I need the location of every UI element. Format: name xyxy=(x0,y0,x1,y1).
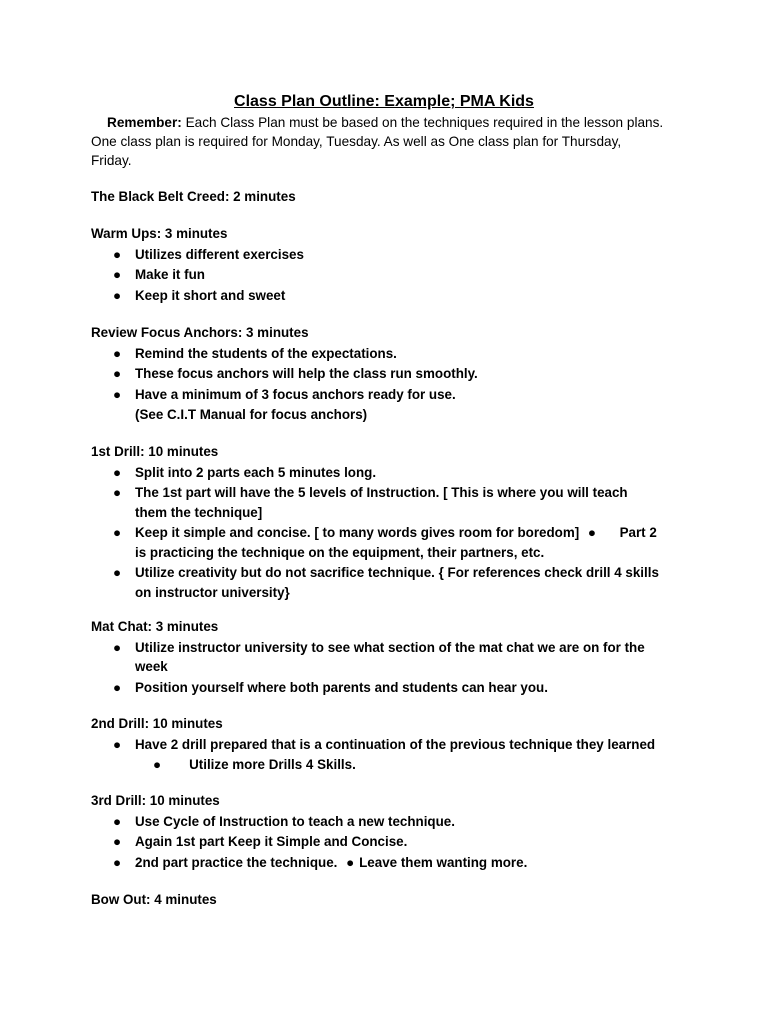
bullet-icon: ● xyxy=(113,813,122,829)
list-item: ● Position yourself where both parents and students can hear you. xyxy=(91,678,691,698)
section-bow-out xyxy=(91,890,691,910)
bullet-icon: ● xyxy=(153,757,162,772)
list-item: ● Make it fun xyxy=(91,265,691,285)
list-item: ● Have 2 drill prepared that is a continuation of the previous technique they learned xyxy=(91,735,691,755)
bullet-list xyxy=(91,638,691,698)
bullet-icon: ● xyxy=(113,464,122,480)
intro-line-3: Friday. xyxy=(91,153,132,169)
intro-line-2: One class plan is required for Monday, Tuesday. As well as One class plan for Thursday, xyxy=(91,134,622,150)
list-item: ● Keep it short and sweet xyxy=(91,286,691,306)
bullet-icon: ● xyxy=(113,366,122,381)
section-drill-2 xyxy=(91,714,691,775)
bullet-icon: ● xyxy=(113,287,122,303)
list-item: ● Utilizes different exercises xyxy=(91,245,691,265)
bullet-icon: ● xyxy=(113,267,122,282)
bullet-icon: ● xyxy=(113,639,122,655)
section-mat-chat xyxy=(91,617,691,698)
bullet-icon: ● xyxy=(346,854,355,870)
bullet-icon: ● xyxy=(113,736,122,752)
bullet-icon: ● xyxy=(113,565,122,580)
section-heading: 2nd Drill: 10 minutes xyxy=(91,716,223,731)
remember-label: Remember: xyxy=(107,115,182,130)
list-item: ● The 1st part will have the 5 levels of Instruction. [ This is where you will teach them the technique] xyxy=(113,485,628,520)
list-item: ● Use Cycle of Instruction to teach a new technique. xyxy=(91,812,691,832)
list-item: ● These focus anchors will help the class run smoothly. xyxy=(91,364,691,384)
list-item: ● Utilize instructor university to see what section of the mat chat we are on for the week xyxy=(113,639,645,674)
section-focus-anchors xyxy=(91,323,691,425)
section-drill-1 xyxy=(91,442,691,603)
document-title: Class Plan Outline: Example; PMA Kids xyxy=(234,93,534,110)
section-drill-3 xyxy=(91,791,691,873)
section-heading: Review Focus Anchors: 3 minutes xyxy=(91,325,309,340)
bullet-list xyxy=(91,463,691,603)
focus-note: (See C.I.T Manual for focus anchors) xyxy=(135,407,368,422)
list-item: ● 2nd part practice the technique. ● Leave them wanting more. xyxy=(91,853,691,873)
list-item: ● Again 1st part Keep it Simple and Concise. xyxy=(91,832,691,852)
section-heading: 3rd Drill: 10 minutes xyxy=(91,793,220,808)
bullet-list xyxy=(91,735,691,755)
section-warmups xyxy=(91,224,691,306)
section-heading: Mat Chat: 3 minutes xyxy=(91,619,219,634)
list-item: ● Remind the students of the expectations. xyxy=(91,344,691,364)
bullet-icon: ● xyxy=(113,246,122,262)
intro-line-1 xyxy=(91,113,681,132)
list-item: ● Split into 2 parts each 5 minutes long. xyxy=(91,463,691,483)
list-item: ● Utilize more Drills 4 Skills. xyxy=(153,757,356,772)
bullet-icon: ● xyxy=(587,525,596,540)
bullet-list xyxy=(91,344,691,405)
bullet-icon: ● xyxy=(113,679,122,695)
bullet-icon: ● xyxy=(113,834,122,849)
intro-text-1: Each Class Plan must be based on the techniques required in the lesson plans. xyxy=(181,115,664,130)
section-heading: Warm Ups: 3 minutes xyxy=(91,226,228,241)
bullet-icon: ● xyxy=(113,525,122,540)
bullet-icon: ● xyxy=(113,386,122,402)
section-heading: 1st Drill: 10 minutes xyxy=(91,444,219,459)
bullet-icon: ● xyxy=(113,854,122,870)
bullet-icon: ● xyxy=(113,485,122,500)
bullet-icon: ● xyxy=(113,345,122,361)
list-item: ● Keep it simple and concise. [ to many words gives room for boredom] ● Part 2 is practicing the technique on the equipment, their partners, etc. xyxy=(113,525,657,560)
section-creed xyxy=(91,187,691,207)
intro-paragraph xyxy=(91,113,681,171)
list-item: ● Utilize creativity but do not sacrifice technique. { For references check drill 4 skills on instructor university} xyxy=(113,565,659,600)
bullet-list xyxy=(91,245,691,306)
bullet-list xyxy=(91,812,691,873)
section-heading: Bow Out: 4 minutes xyxy=(91,892,217,907)
section-heading: The Black Belt Creed: 2 minutes xyxy=(91,189,296,204)
list-item: ● Have a minimum of 3 focus anchors ready for use. xyxy=(91,385,691,405)
